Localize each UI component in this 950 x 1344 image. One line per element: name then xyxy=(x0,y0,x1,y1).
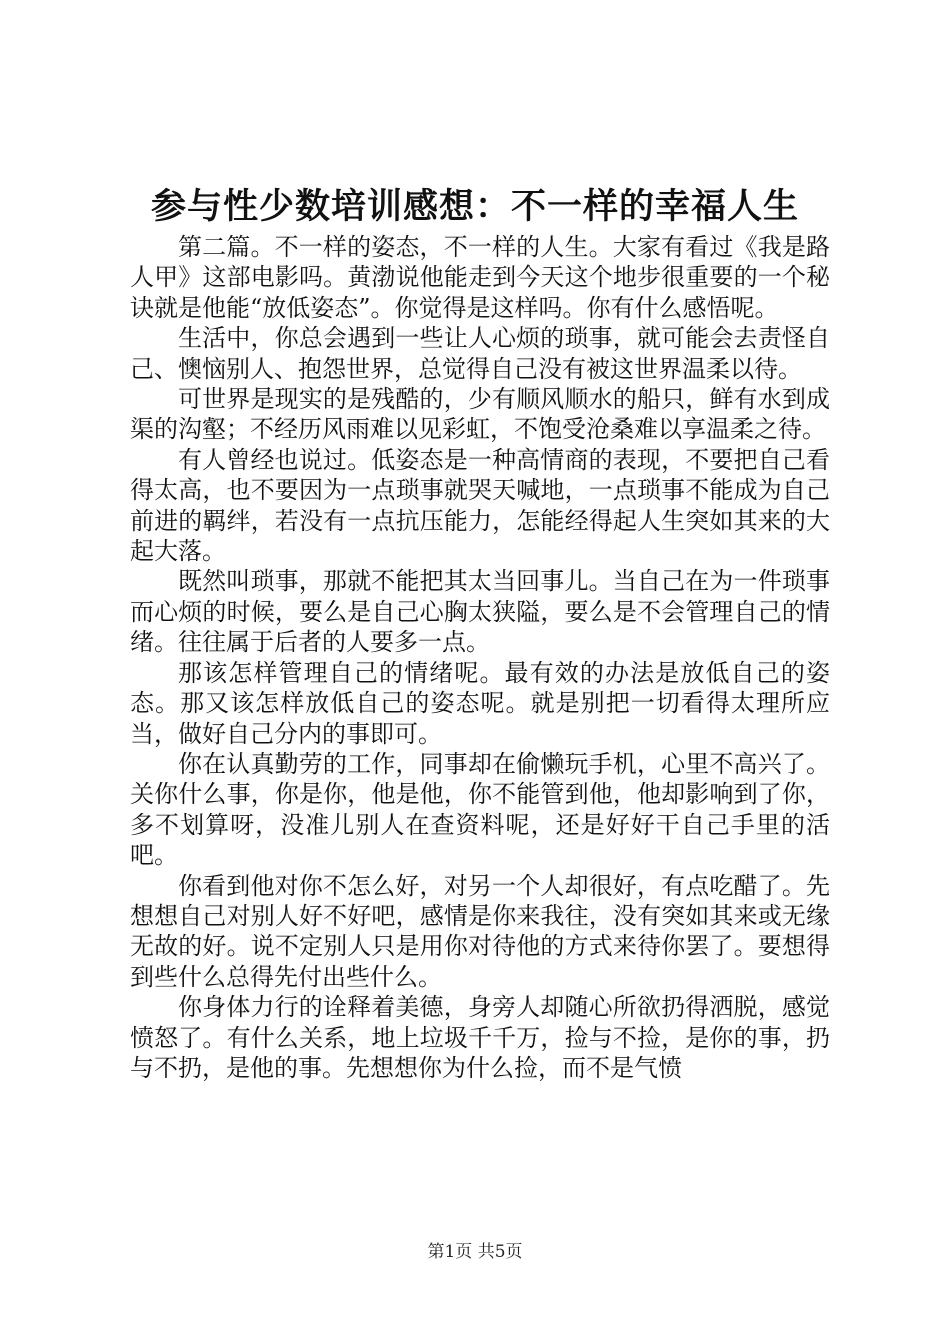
paragraph: 你看到他对你不怎么好，对另一个人却很好，有点吃醋了。先想想自己对别人好不好吧，感情是你来我往，没有突如其来或无缘无故的好。说不定别人只是用你对待他的方式来待你罢了。要想得到些什么总得先付出些什么。 xyxy=(130,871,830,991)
paragraph: 你身体力行的诠释着美德，身旁人却随心所欲扔得洒脱，感觉愤怒了。有什么关系，地上垃圾千千万，捡与不捡，是你的事，扔与不扔，是他的事。先想想你为什么捡，而不是气愤 xyxy=(130,993,830,1082)
paragraph: 第二篇。不一样的姿态，不一样的人生。大家有看过《我是路人甲》这部电影吗。黄渤说他能走到今天这个地步很重要的一个秘诀就是他能“放低姿态”。你觉得是这样吗。你有什么感悟呢。 xyxy=(130,233,830,322)
document-body xyxy=(130,232,830,1083)
document-title: 参与性少数培训感想：不一样的幸福人生 xyxy=(150,186,799,227)
paragraph: 你在认真勤劳的工作，同事却在偷懒玩手机，心里不高兴了。关你什么事，你是你，他是他，你不能管到他，他却影响到了你，多不划算呀，没准儿别人在查资料呢，还是好好干自己手里的活吧。 xyxy=(130,749,830,870)
paragraph: 可世界是现实的是残酷的，少有顺风顺水的船只，鲜有水到成渠的沟壑；不经历风雨难以见彩虹，不饱受沧桑难以享温柔之待。 xyxy=(130,385,830,444)
paragraph: 既然叫琐事，那就不能把其太当回事儿。当自己在为一件琐事而心烦的时候，要么是自己心胸太狭隘，要么是不会管理自己的情绪。往往属于后者的人要多一点。 xyxy=(130,567,830,657)
paragraph: 那该怎样管理自己的情绪呢。最有效的办法是放低自己的姿态。那又该怎样放低自己的姿态呢。就是别把一切看得太理所应当，做好自己分内的事即可。 xyxy=(130,658,830,748)
page-number-footer: 第1页 共5页 xyxy=(427,1242,523,1262)
paragraph: 有人曾经也说过。低姿态是一种高情商的表现，不要把自己看得太高，也不要因为一点琐事就哭天喊地，一点琐事不能成为自己前进的羁绊，若没有一点抗压能力，怎能经得起人生突如其来的大起大落。 xyxy=(130,445,830,566)
paragraph: 生活中，你总会遇到一些让人心烦的琐事，就可能会去责怪自己、懊恼别人、抱怨世界，总觉得自己没有被这世界温柔以待。 xyxy=(130,324,830,383)
